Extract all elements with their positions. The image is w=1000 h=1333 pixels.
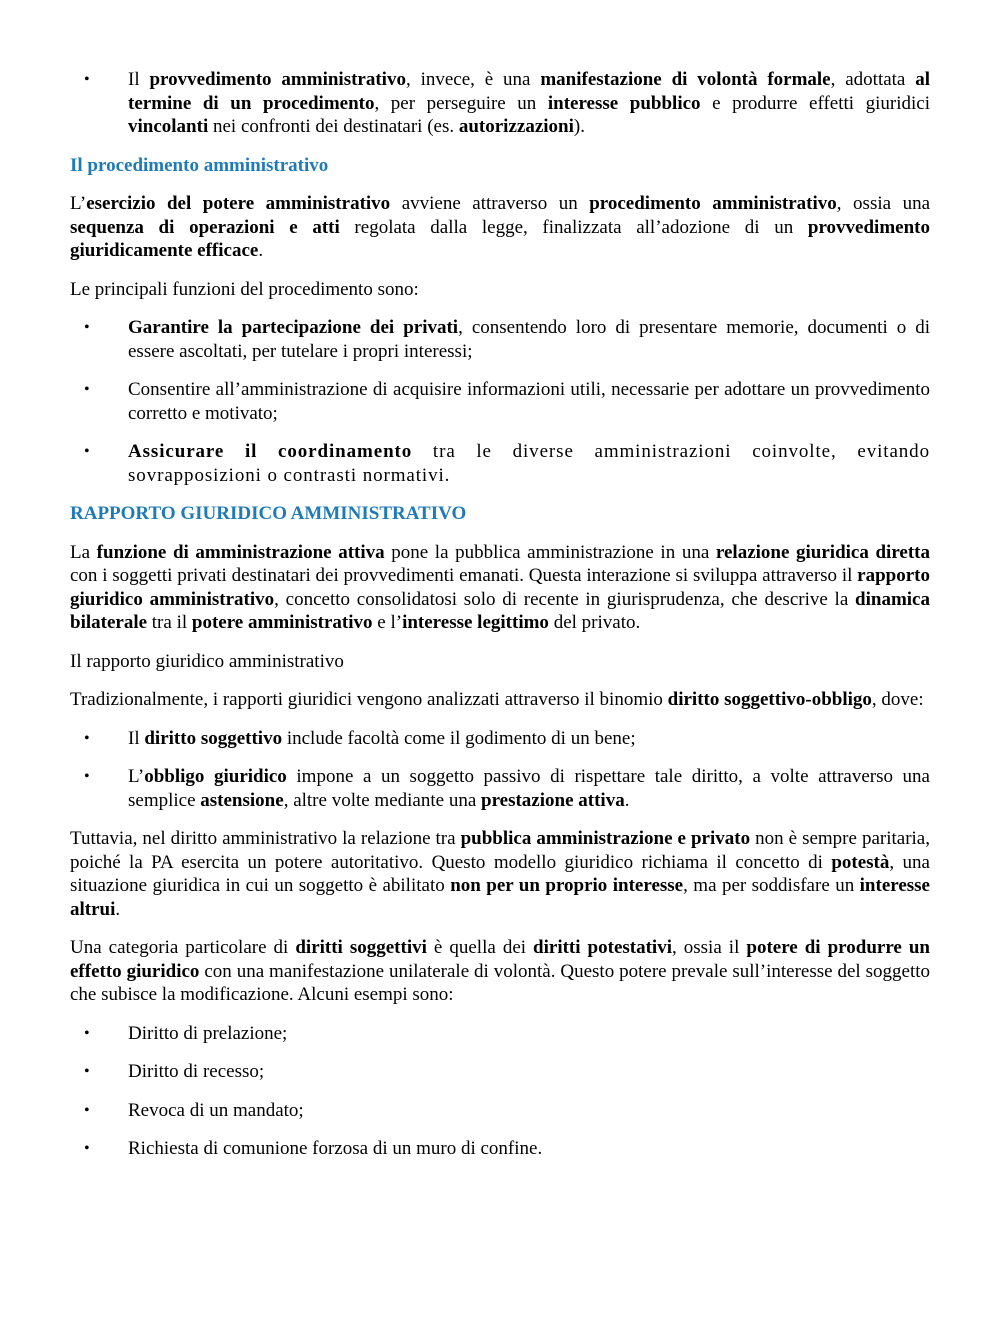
bullet-list-diritto-obbligo — [70, 727, 930, 813]
list-item: • Consentire all’amministrazione di acquisire informazioni utili, necessarie per adottare un provvedimento corretto e motivato; — [84, 379, 930, 424]
bullet-icon: • — [84, 729, 90, 747]
list-item: • Garantire la partecipazione dei privati, consentendo loro di presentare memorie, documenti o di essere ascoltati, per tutelare i propri interessi; — [84, 317, 930, 362]
list-item: • Revoca di un mandato; — [84, 1099, 304, 1121]
document-page — [70, 68, 930, 1176]
bullet-list-esempi — [70, 1022, 930, 1161]
bullet-icon: • — [84, 1101, 90, 1119]
bullet-list-provvedimento — [70, 68, 930, 139]
bullet-icon: • — [84, 319, 90, 336]
bullet-icon: • — [84, 1063, 90, 1080]
list-item: • Assicurare il coordinamento tra le diverse amministrazioni coinvolte, evitando sovrapposizioni o contrasti normativi. — [84, 441, 930, 486]
list-item: • Il provvedimento amministrativo, invece, è una manifestazione di volontà formale, adottata al termine di un procedimento, per perseguire un interesse pubblico e produrre effetti giuridici vincolanti nei confronti dei destinatari (es. autorizzazioni). — [84, 69, 931, 137]
list-item: • Il diritto soggettivo include facoltà come il godimento di un bene; — [84, 727, 636, 749]
bullet-icon: • — [84, 768, 90, 785]
bullet-icon: • — [84, 1024, 90, 1042]
bullet-icon: • — [84, 1140, 90, 1157]
paragraph-funzioni-intro: Le principali funzioni del procedimento sono: — [70, 278, 419, 300]
bullet-icon: • — [84, 71, 90, 88]
paragraph-subtitle-rapporto: Il rapporto giuridico amministrativo — [70, 650, 344, 672]
list-item: • Diritto di recesso; — [84, 1061, 265, 1082]
bullet-icon: • — [84, 443, 91, 460]
paragraph-funzione-attiva: La funzione di amministrazione attiva pone la pubblica amministrazione in una relazione giuridica diretta con i soggetti privati destinatari dei provvedimenti emanati. Questa interazione si sviluppa attraverso il rapporto giuridico amministrativo, concetto consolidatosi solo di recente in giurisprudenza, che descrive la dinamica bilaterale tra il potere amministrativo e l’interesse legittimo del privato. — [70, 541, 931, 633]
paragraph-tuttavia: Tuttavia, nel diritto amministrativo la relazione tra pubblica amministrazione e privato non è sempre paritaria, poiché la PA esercita un potere autoritativo. Questo modello giuridico richiama il concetto di potestà, una situazione giuridica in cui un soggetto è abilitato non per un proprio interesse, ma per soddisfare un interesse altrui. — [70, 828, 930, 920]
list-item: • Diritto di prelazione; — [84, 1022, 288, 1044]
paragraph-esercizio: L’esercizio del potere amministrativo avviene attraverso un procedimento amministrativo, ossia una sequenza di operazioni e atti regolata dalla legge, finalizzata all’adozione di un provvedimento giuridicamente efficace. — [70, 193, 931, 261]
paragraph-diritti-potestativi: Una categoria particolare di diritti soggettivi è quella dei diritti potestativi, ossia il potere di produrre un effetto giuridico con una manifestazione unilaterale di volontà. Questo potere prevale sull’interesse del soggetto che subisce la modificazione. Alcuni esempi sono: — [70, 937, 931, 1005]
bullet-icon: • — [84, 381, 90, 398]
section-heading-rapporto: RAPPORTO GIURIDICO AMMINISTRATIVO — [70, 503, 467, 524]
list-item: • Richiesta di comunione forzosa di un muro di confine. — [84, 1138, 543, 1159]
section-heading-procedimento: Il procedimento amministrativo — [70, 154, 329, 176]
list-item: • L’obbligo giuridico impone a un soggetto passivo di rispettare tale diritto, a volte attraverso una semplice astensione, altre volte mediante una prestazione attiva. — [84, 766, 930, 811]
bullet-list-funzioni — [70, 316, 930, 487]
paragraph-tradizionalmente: Tradizionalmente, i rapporti giuridici vengono analizzati attraverso il binomio diritto soggettivo-obbligo, dove: — [70, 689, 924, 710]
